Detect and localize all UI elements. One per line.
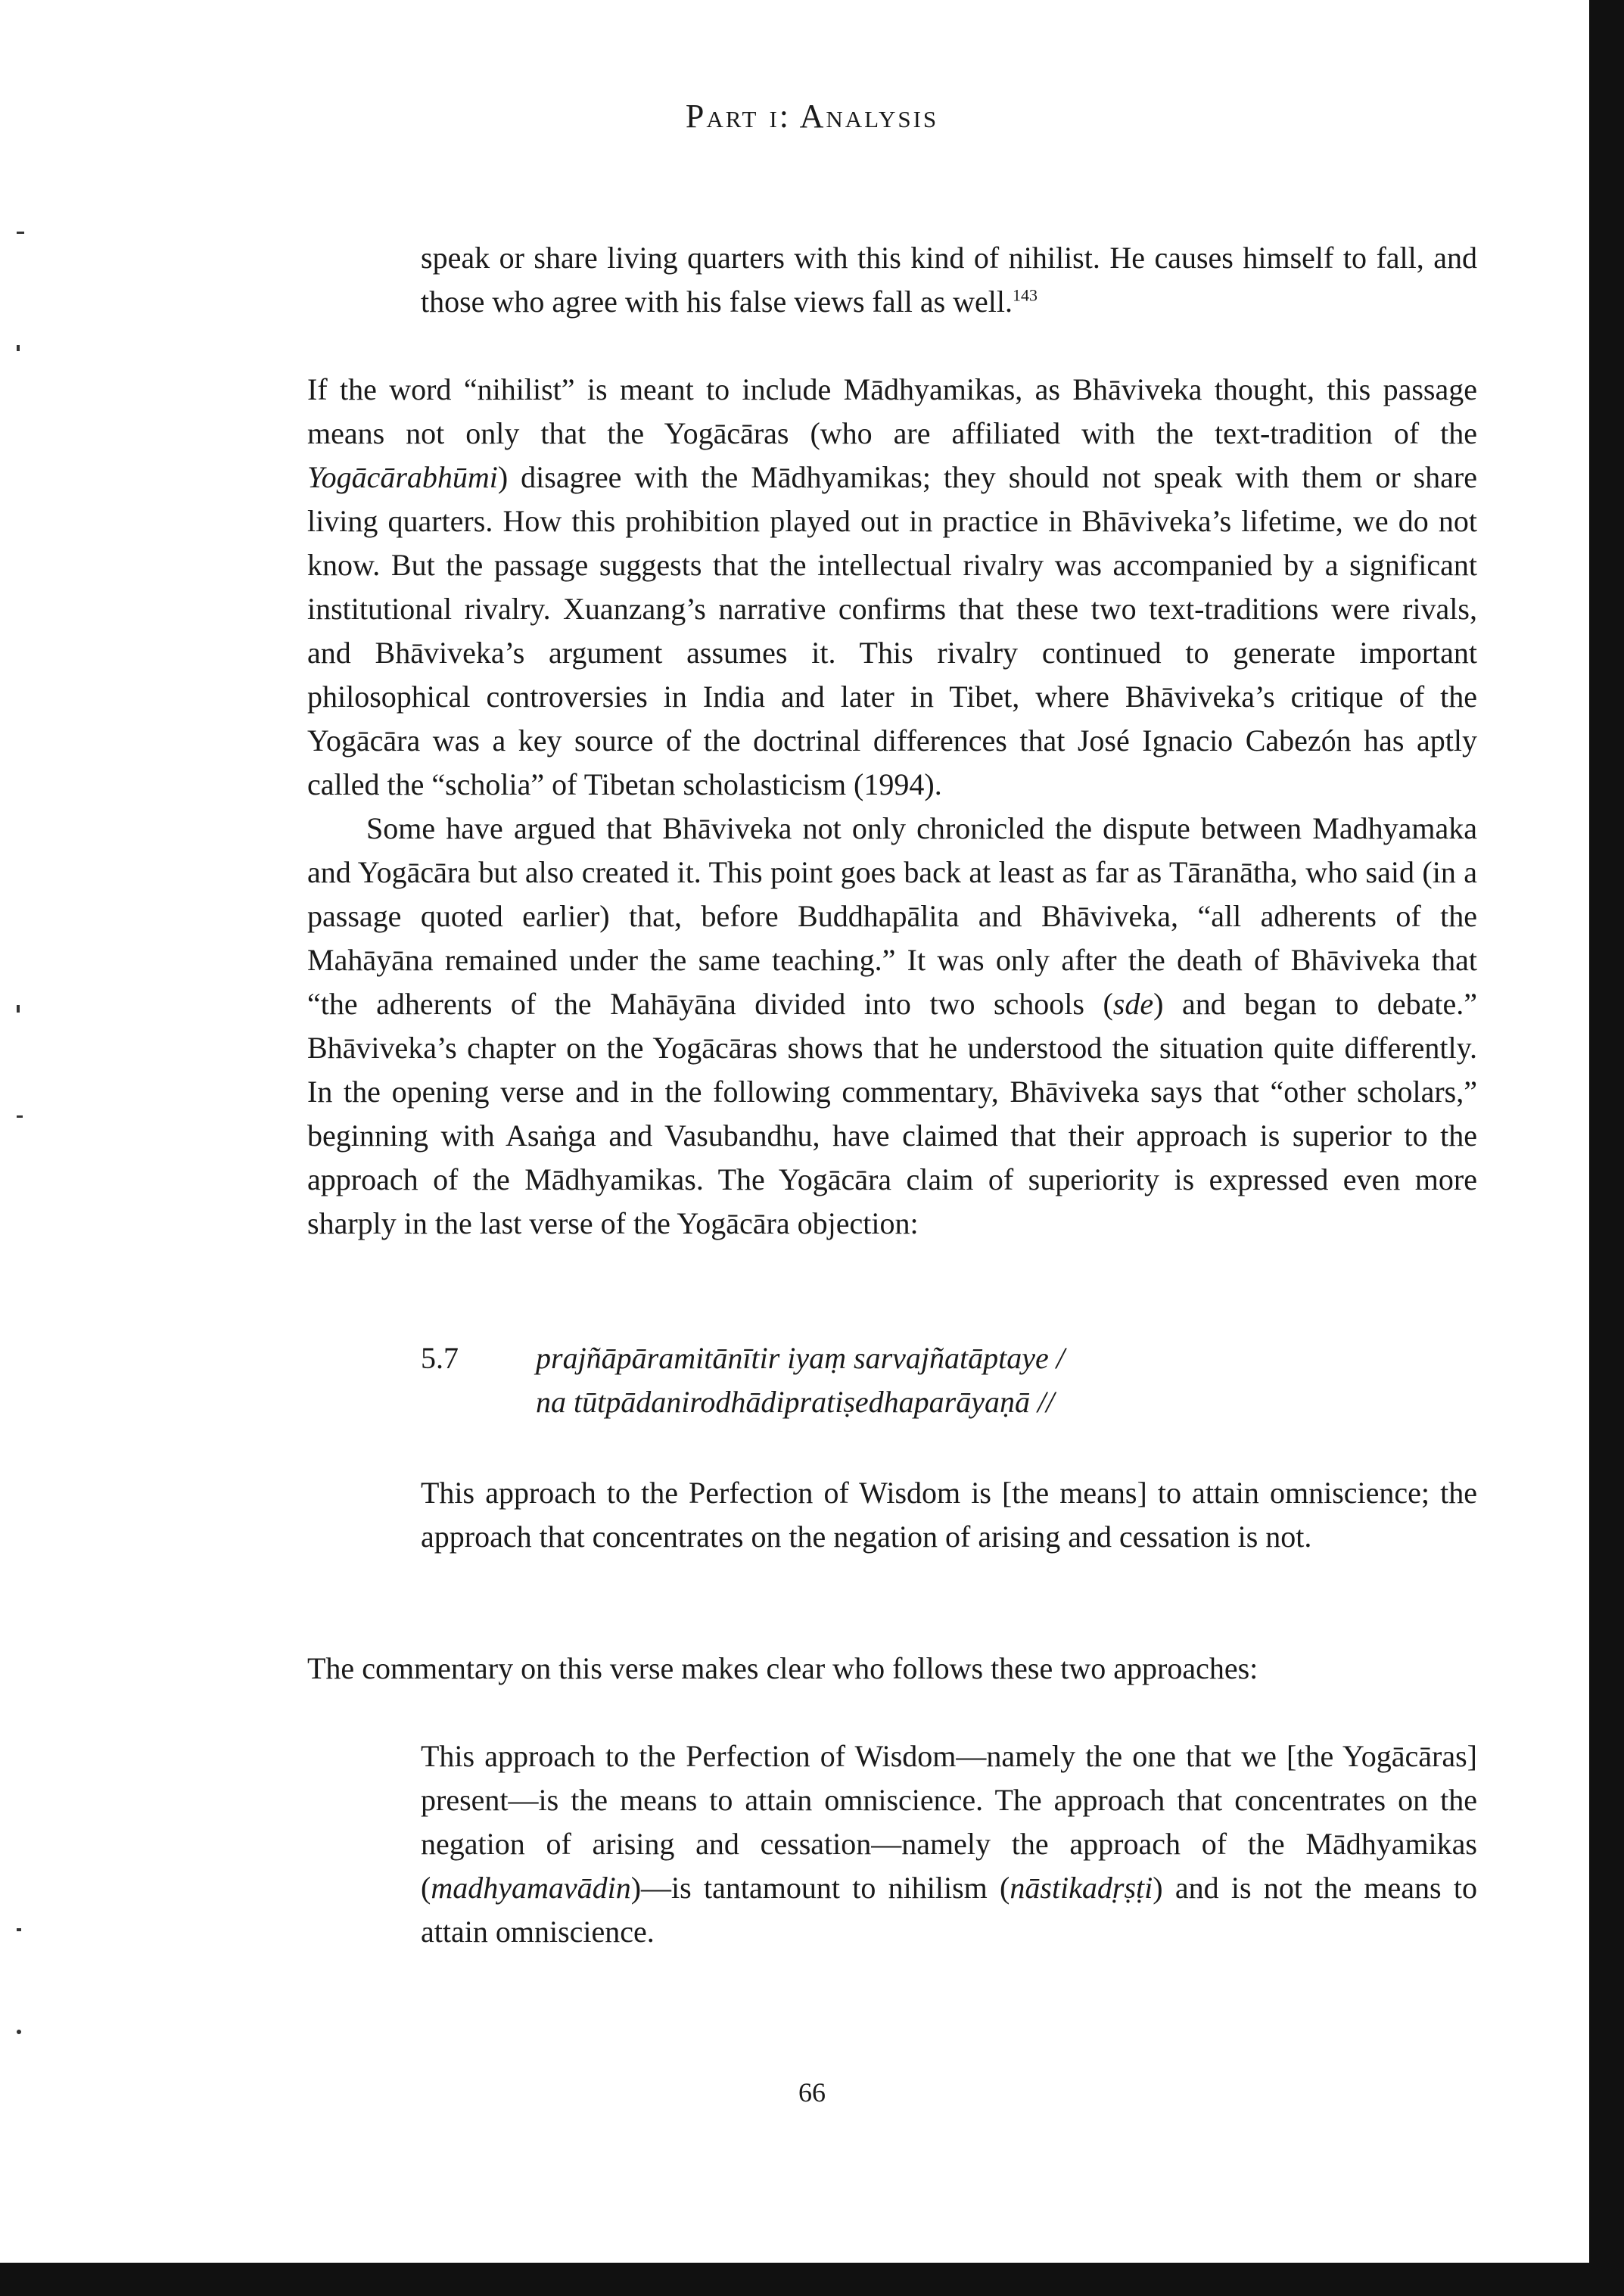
running-header: Part i: Analysis — [685, 98, 939, 135]
scan-mark — [17, 2030, 21, 2034]
scan-mark — [17, 1115, 23, 1118]
quote-text-end: ) and is not the means to attain omniscience. — [421, 1871, 1477, 1949]
sanskrit-term-madhyamavadin: madhyamavādin — [431, 1871, 631, 1905]
quote-text-middle: )—is tantamount to nihilism ( — [630, 1871, 1010, 1905]
footnote-ref[interactable]: 143 — [1013, 285, 1038, 305]
tibetan-term: sde — [1112, 987, 1154, 1021]
page-number: 66 — [798, 2077, 826, 2108]
scan-mark — [17, 232, 24, 234]
body-paragraph-nihilist — [307, 368, 1477, 807]
paragraph-text-end: ) disagree with the Mādhyamikas; they should not speak with them or share living quarters. How this prohibition played out in practice in Bhāviveka’s lifetime, we do not know. But the passage suggests that the intellectual rivalry was accompanied by a significant institutional rivalry. Xuanzang’s narrative confirms that these two text-traditions were rivals, and Bhāviveka’s argument assumes it. This rivalry continued to generate important philosophical controversies in India and later in Tibet, where Bhāviveka’s critique of the Yogācāra was a key source of the doctrinal differences that José Ignacio Cabezón has aptly called the “scholia” of Tibetan scholasticism (1994). — [307, 460, 1477, 801]
body-paragraph-commentary-intro: The commentary on this verse makes clear who follows these two approaches: — [307, 1651, 1258, 1685]
work-title: Yogācārabhūmi — [307, 460, 498, 494]
block-quote-continuation — [421, 236, 1477, 324]
scan-mark — [17, 1928, 21, 1931]
paragraph-text-start: If the word “nihilist” is meant to include Mādhyamikas, as Bhāviveka thought, this passage means not only that the Yogācāras (who are affiliated with the text-tradition of the — [307, 372, 1477, 450]
verse-number: 5.7 — [421, 1341, 459, 1375]
scan-mark — [17, 345, 20, 351]
scan-mark — [17, 1005, 20, 1013]
paragraph-text-start: Some have argued that Bhāviveka not only chronicled the dispute between Madhyamaka and Yogācāra but also created it. This point goes back at least as far as Tāranātha, who said (in a passage quoted earlier) that, before Buddhapālita and Bhāviveka, “all adherents of the Mahāyāna remained under the same teaching.” It was only after the death of Bhāviveka that “the adherents of the Mahāyāna divided into two schools ( — [307, 811, 1477, 1021]
paragraph-text-end: ) and began to debate.” Bhāviveka’s chapter on the Yogācāras shows that he understood the situation quite differently. In the opening verse and in the following commentary, Bhāviveka says that “other scholars,” beginning with Asaṅga and Vasubandhu, have claimed that their approach is superior to the approach of the Mādhyamikas. The Yogācāra claim of superiority is expressed even more sharply in the last verse of the Yogācāra objection: — [307, 987, 1477, 1240]
verse-line-2: na tūtpādanirodhādipratiṣedhaparāyaṇā // — [536, 1385, 1055, 1419]
quote-text-start: This approach to the Perfection of Wisdom—namely the one that we [the Yogācāras] present—is the means to attain omniscience. The approach that concentrates on the negation of arising and cessation—namely the approach of the Mādhyamikas ( — [421, 1739, 1477, 1905]
body-paragraph-dispute — [307, 807, 1477, 1246]
commentary-quote — [421, 1734, 1477, 1954]
verse-line-1: prajñāpāramitānītir iyaṃ sarvajñatāptaye / — [536, 1341, 1065, 1375]
verse-translation: This approach to the Perfection of Wisdom is [the means] to attain omniscience; the approach that concentrates on the negation of arising and cessation is not. — [421, 1476, 1477, 1554]
quote-text: speak or share living quarters with this kind of nihilist. He causes himself to fall, and those who agree with his false views fall as well. — [421, 241, 1477, 319]
sanskrit-term-nastikadrsti: nāstikadṛṣṭi — [1010, 1871, 1153, 1905]
